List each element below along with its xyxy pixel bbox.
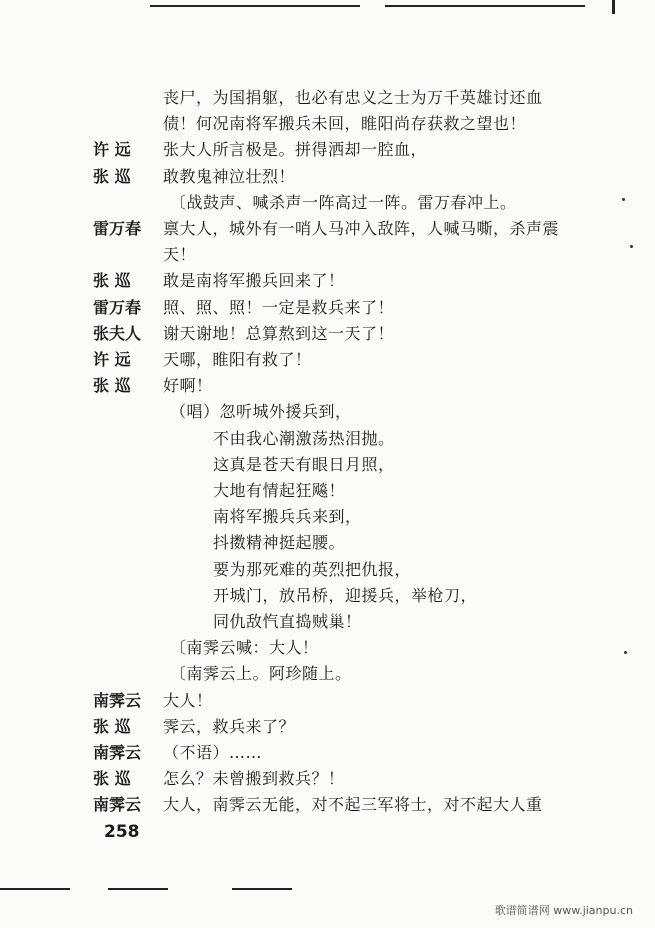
script-line: 南将军搬兵兵来到， <box>213 507 362 526</box>
speaker-name: 张 巡 <box>93 271 131 290</box>
script-line: 〔战鼓声、喊杀声一阵高过一阵。雷万春冲上。 <box>170 193 517 212</box>
script-line: 敢是南将军搬兵回来了！ <box>163 271 345 290</box>
script-line: 大人，南霁云无能，对不起三军将士，对不起大人重 <box>163 795 543 814</box>
top-rule-left <box>150 5 360 7</box>
script-line: 禀大人，城外有一哨人马冲入敌阵，人喊马嘶，杀声震 <box>163 219 560 238</box>
speaker-name: 张 巡 <box>93 717 131 736</box>
speck <box>622 198 625 201</box>
bottom-rule-1 <box>0 888 70 890</box>
script-line: 好啊！ <box>163 376 213 395</box>
script-line: （唱）忽听城外援兵到， <box>170 402 352 421</box>
script-line: 霁云，救兵来了？ <box>163 717 296 736</box>
script-line: 〔南霁云喊：大人！ <box>170 638 319 657</box>
script-line: 同仇敌忾直捣贼巢！ <box>213 612 362 631</box>
script-line: 怎么？未曾搬到救兵？！ <box>163 769 345 788</box>
top-rule-right <box>385 5 585 7</box>
script-line: 谢天谢地！总算熬到这一天了！ <box>163 324 395 343</box>
script-line: 大人！ <box>163 691 213 710</box>
script-line: 〔南霁云上。阿珍随上。 <box>170 664 352 683</box>
speck <box>624 651 627 654</box>
speaker-name: 雷万春 <box>93 298 142 317</box>
script-line: 张大人所言极是。拼得洒却一腔血， <box>163 140 428 159</box>
script-line: （不语）…… <box>163 743 263 762</box>
corner-mark <box>612 0 615 14</box>
script-line: 照、照、照！一定是救兵来了！ <box>163 298 395 317</box>
speaker-name: 雷万春 <box>93 219 142 238</box>
watermark: 歌谱简谱网 www.jianpu.cn <box>494 904 633 917</box>
speaker-name: 张 巡 <box>93 167 131 186</box>
script-line: 债！何况南将军搬兵未回，睢阳尚存获救之望也！ <box>163 114 527 133</box>
speaker-name: 张夫人 <box>93 324 142 343</box>
script-line: 要为那死难的英烈把仇报， <box>213 560 412 579</box>
speaker-name: 许 远 <box>93 350 131 369</box>
bottom-rule-3 <box>232 888 292 890</box>
bottom-rule-2 <box>108 888 168 890</box>
speaker-name: 张 巡 <box>93 769 131 788</box>
script-line: 不由我心潮激荡热泪抛。 <box>213 429 395 448</box>
speaker-name: 南霁云 <box>93 691 142 710</box>
script-line: 天！ <box>163 245 197 264</box>
speaker-name: 南霁云 <box>93 743 142 762</box>
script-line: 这真是苍天有眼日月照， <box>213 455 395 474</box>
script-line: 丧尸，为国捐躯，也必有忠义之士为万千英雄讨还血 <box>163 88 543 107</box>
script-line: 抖擞精神挺起腰。 <box>213 533 346 552</box>
page-number: 258 <box>104 822 140 842</box>
speck <box>630 245 633 248</box>
speaker-name: 南霁云 <box>93 795 142 814</box>
speaker-name: 许 远 <box>93 140 131 159</box>
script-line: 大地有情起狂飚！ <box>213 481 346 500</box>
speaker-name: 张 巡 <box>93 376 131 395</box>
script-line: 天哪，睢阳有救了！ <box>163 350 312 369</box>
script-line: 开城门，放吊桥，迎援兵，举枪刀， <box>213 586 478 605</box>
script-line: 敢教鬼神泣壮烈！ <box>163 167 296 186</box>
